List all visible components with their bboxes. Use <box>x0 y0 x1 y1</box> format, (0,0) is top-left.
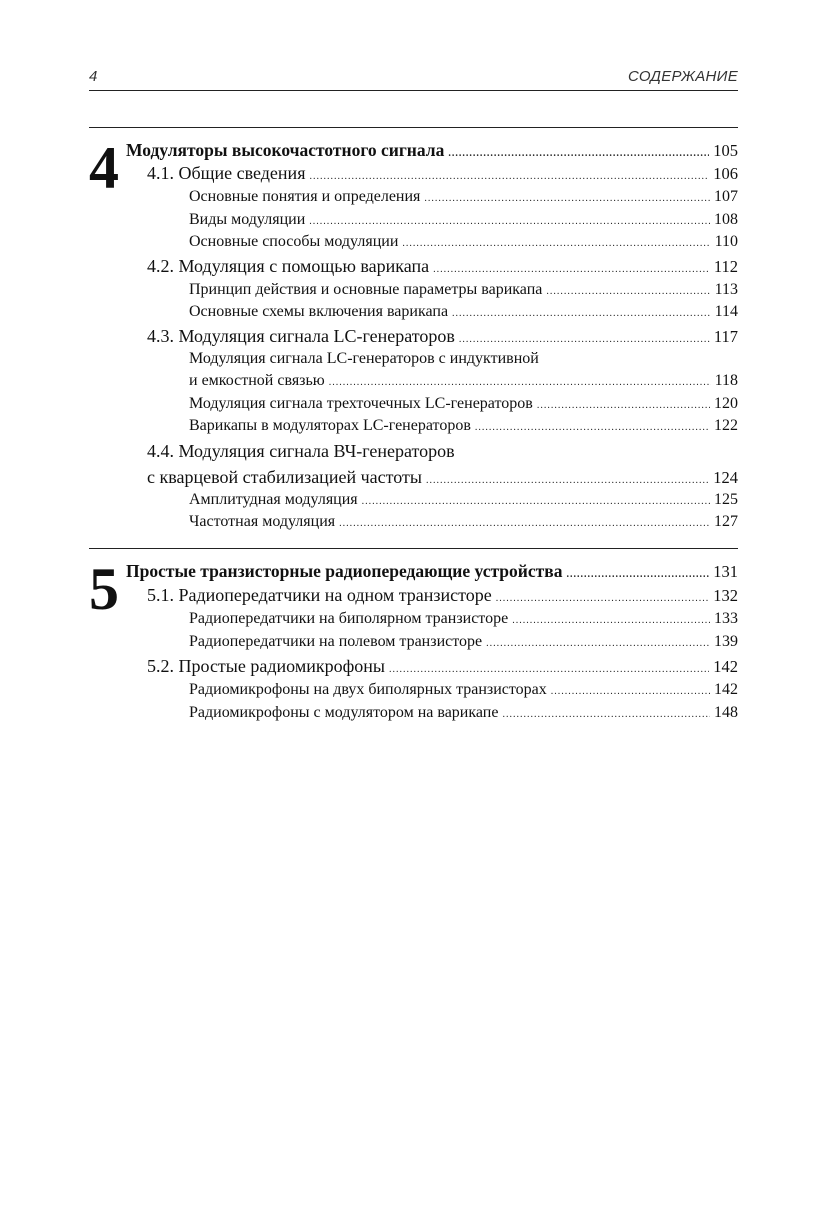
page-ref: 142 <box>713 657 738 676</box>
chapter-title: Простые транзисторные радиопередающие устройства <box>126 561 563 581</box>
subsection-title: Радиомикрофоны с модулятором на варикапе <box>189 704 499 721</box>
page-ref: 107 <box>714 188 738 205</box>
subsection-row[interactable] <box>189 303 738 321</box>
page-ref: 117 <box>713 327 738 346</box>
subsection-title: Частотная модуляция <box>189 513 336 530</box>
subsection-row[interactable] <box>189 281 738 299</box>
page-ref: 112 <box>713 257 738 276</box>
leader-dots <box>362 491 710 509</box>
subsection-title: и емкостной связью <box>189 372 325 389</box>
leader-dots <box>496 585 709 606</box>
subsection-title: Амплитудная модуляция <box>189 491 358 508</box>
page-ref: 133 <box>714 610 738 627</box>
subsection-row[interactable] <box>189 417 738 435</box>
leader-dots <box>426 467 709 488</box>
page-ref: 106 <box>713 164 738 183</box>
leader-dots <box>486 633 710 651</box>
subsection-row[interactable] <box>189 491 738 509</box>
section-row[interactable] <box>147 467 738 488</box>
leader-dots <box>433 256 710 277</box>
subsection-title: Основные схемы включения варикапа <box>189 303 449 320</box>
section-row[interactable] <box>147 256 738 277</box>
subsection-title: Радиопередатчики на полевом транзисторе <box>189 633 483 650</box>
page-ref: 122 <box>714 417 738 434</box>
leader-dots <box>329 372 711 390</box>
subsection-row[interactable] <box>189 395 738 413</box>
chapter-title-row[interactable] <box>126 561 738 582</box>
page-ref: 125 <box>714 491 738 508</box>
leader-dots <box>389 656 709 677</box>
subsection-title: Принцип действия и основные параметры варикапа <box>189 281 543 298</box>
running-head <box>89 68 738 91</box>
subsection-title: Основные понятия и определения <box>189 188 421 205</box>
subsection-row[interactable] <box>189 188 738 206</box>
section-title: 4.2. Модуляция с помощью варикапа <box>147 256 430 276</box>
subsection-row[interactable] <box>189 610 738 628</box>
chapter-4 <box>89 127 738 530</box>
section-row[interactable] <box>147 441 738 462</box>
section-title: 5.2. Простые радиомикрофоны <box>147 656 385 676</box>
subsection-row[interactable] <box>189 211 738 229</box>
page-ref: 114 <box>714 303 738 320</box>
section-row[interactable] <box>147 163 738 184</box>
subsection-title: Варикапы в модуляторах LC-генераторов <box>189 417 471 434</box>
subsection-row[interactable] <box>189 704 738 722</box>
leader-dots <box>502 704 710 722</box>
leader-dots <box>475 417 710 435</box>
leader-dots <box>424 188 710 206</box>
leader-dots <box>339 513 710 531</box>
chapter-5 <box>89 548 738 721</box>
subsection-title: Основные способы модуляции <box>189 233 399 250</box>
leader-dots <box>566 561 709 582</box>
subsection-title: Виды модуляции <box>189 211 306 228</box>
page-ref: 110 <box>714 233 738 250</box>
subsection-title: Модуляция сигнала трехточечных LC-генераторов <box>189 395 533 412</box>
subsection-row[interactable] <box>189 350 738 368</box>
section-row[interactable] <box>147 656 738 677</box>
subsection-title: Модуляция сигнала LC-генераторов с индуктивной <box>189 350 539 367</box>
page-ref: 139 <box>714 633 738 650</box>
leader-dots <box>452 303 711 321</box>
leader-dots <box>402 233 710 251</box>
page-ref: 132 <box>713 586 738 605</box>
chapter-title: Модуляторы высокочастотного сигнала <box>126 140 445 160</box>
page-ref: 105 <box>713 141 738 160</box>
page-ref: 118 <box>714 372 738 389</box>
leader-dots <box>448 140 709 161</box>
subsection-title: Радиомикрофоны на двух биполярных транзисторах <box>189 681 547 698</box>
subsection-row[interactable] <box>189 233 738 251</box>
leader-dots <box>309 163 709 184</box>
page-number: 4 <box>89 68 98 85</box>
section-row[interactable] <box>147 585 738 606</box>
section-title: 4.1. Общие сведения <box>147 163 306 183</box>
chapter-number: 4 <box>89 135 119 201</box>
running-head-title: СОДЕРЖАНИЕ <box>627 68 738 85</box>
page-ref: 142 <box>714 681 738 698</box>
page-ref: 148 <box>714 704 738 721</box>
subsection-row[interactable] <box>189 633 738 651</box>
chapter-number: 5 <box>89 556 119 622</box>
section-title: 4.3. Модуляция сигнала LC-генераторов <box>147 326 455 346</box>
section-title: 4.4. Модуляция сигнала ВЧ-генераторов <box>147 441 455 461</box>
page-ref: 113 <box>714 281 738 298</box>
subsection-title: Радиопередатчики на биполярном транзисторе <box>189 610 509 627</box>
page-ref: 127 <box>714 513 738 530</box>
leader-dots <box>551 681 710 699</box>
leader-dots <box>546 281 710 299</box>
section-title: 5.1. Радиопередатчики на одном транзисторе <box>147 585 492 605</box>
section-row[interactable] <box>147 326 738 347</box>
leader-dots <box>512 610 710 628</box>
page-ref: 124 <box>713 468 738 487</box>
subsection-row[interactable] <box>189 513 738 531</box>
subsection-row[interactable] <box>189 372 738 390</box>
chapter-title-row[interactable] <box>126 140 738 161</box>
leader-dots <box>309 211 710 229</box>
leader-dots <box>537 395 710 413</box>
page-ref: 120 <box>714 395 738 412</box>
subsection-row[interactable] <box>189 681 738 699</box>
page-ref: 108 <box>714 211 738 228</box>
page-ref: 131 <box>713 562 738 581</box>
section-title: с кварцевой стабилизацией частоты <box>147 467 422 487</box>
leader-dots <box>459 326 710 347</box>
